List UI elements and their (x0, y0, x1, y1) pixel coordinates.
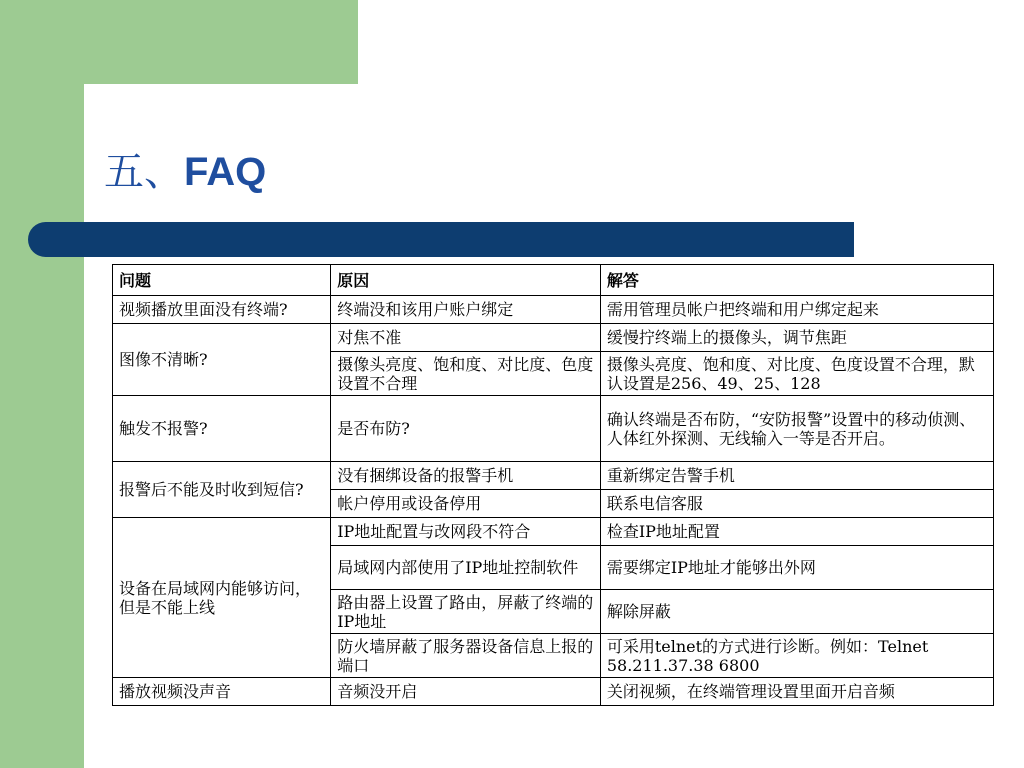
answer-cell: 关闭视频，在终端管理设置里面开启音频 (600, 678, 993, 706)
table-row (113, 296, 994, 324)
reason-cell: 终端没和该用户账户绑定 (331, 296, 601, 324)
question-cell: 设备在局域网内能够访问，但是不能上线 (113, 518, 331, 678)
answer-cell: 解除屏蔽 (600, 590, 993, 634)
question-cell: 图像不清晰? (113, 324, 331, 396)
table-row (113, 396, 994, 462)
reason-cell: 防火墙屏蔽了服务器设备信息上报的端口 (331, 634, 601, 678)
title-underline-band (28, 222, 854, 257)
answer-cell: 缓慢拧终端上的摄像头，调节焦距 (600, 324, 993, 352)
title-prefix: 五、 (104, 149, 184, 195)
reason-cell: 对焦不准 (331, 324, 601, 352)
question-cell: 报警后不能及时收到短信? (113, 462, 331, 518)
table-row (113, 518, 994, 546)
answer-cell: 重新绑定告警手机 (600, 462, 993, 490)
answer-cell: 摄像头亮度、饱和度、对比度、色度设置不合理，默认设置是256、49、25、128 (600, 352, 993, 396)
answer-cell: 可采用telnet的方式进行诊断。例如：Telnet 58.211.37.38 6800 (600, 634, 993, 678)
reason-cell: 是否布防? (331, 396, 601, 462)
question-cell: 视频播放里面没有终端? (113, 296, 331, 324)
header-question: 问题 (113, 265, 331, 296)
reason-cell: IP地址配置与改网段不符合 (331, 518, 601, 546)
left-green-bar (0, 0, 84, 768)
title-main: FAQ (184, 150, 267, 194)
answer-cell: 确认终端是否布防，“安防报警”设置中的移动侦测、人体红外探测、无线输入一等是否开启。 (600, 396, 993, 462)
table-row (113, 678, 994, 706)
reason-cell: 局域网内部使用了IP地址控制软件 (331, 546, 601, 590)
slide-title (104, 144, 266, 204)
question-cell: 触发不报警? (113, 396, 331, 462)
table-row (113, 462, 994, 490)
question-cell: 播放视频没声音 (113, 678, 331, 706)
reason-cell: 音频没开启 (331, 678, 601, 706)
header-answer: 解答 (600, 265, 993, 296)
reason-cell: 摄像头亮度、饱和度、对比度、色度设置不合理 (331, 352, 601, 396)
reason-cell: 没有捆绑设备的报警手机 (331, 462, 601, 490)
faq-table (112, 264, 994, 706)
reason-cell: 路由器上设置了路由，屏蔽了终端的IP地址 (331, 590, 601, 634)
answer-cell: 联系电信客服 (600, 490, 993, 518)
table-row (113, 324, 994, 352)
top-green-block (0, 0, 358, 84)
header-reason: 原因 (331, 265, 601, 296)
answer-cell: 检查IP地址配置 (600, 518, 993, 546)
reason-cell: 帐户停用或设备停用 (331, 490, 601, 518)
table-header-row (113, 265, 994, 296)
answer-cell: 需用管理员帐户把终端和用户绑定起来 (600, 296, 993, 324)
answer-cell: 需要绑定IP地址才能够出外网 (600, 546, 993, 590)
